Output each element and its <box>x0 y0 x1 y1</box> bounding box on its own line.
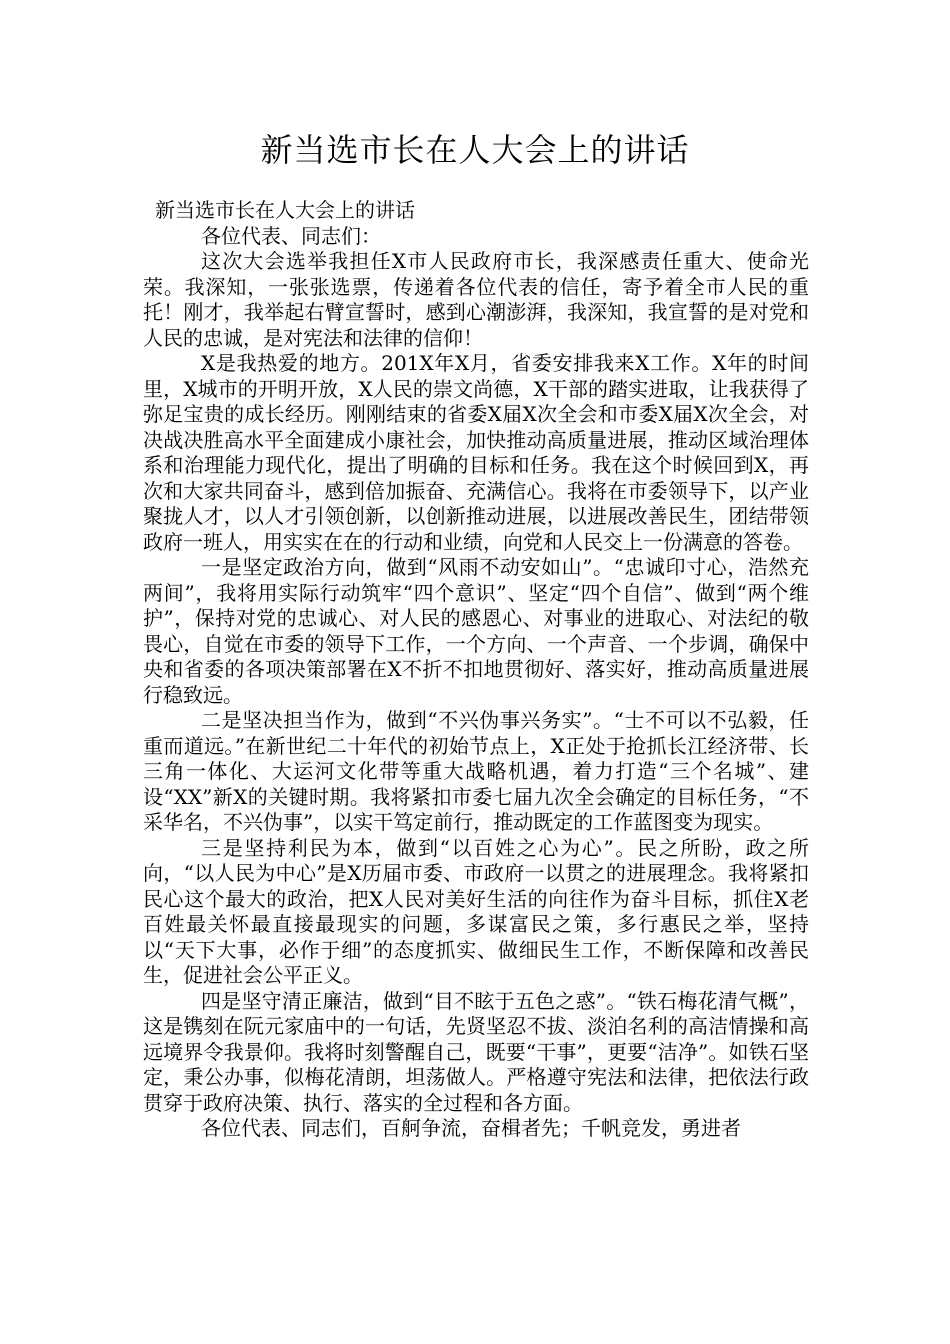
body-paragraph: X是我热爱的地方。201X年X月，省委安排我来X工作。X年的时间里，X城市的开明开放，X人民的崇文尚德，X干部的踏实进取，让我获得了弥足宝贵的成长经历。刚刚结束的省委X届X次全会和市委X届X次全会，对决战决胜高水平全面建成小康社会，加快推动高质量进展，推动区域治理体系和治理能力现代化，提出了明确的目标和任务。我在这个时候回到X，再次和大家共同奋斗，感到倍加振奋、充满信心。我将在市委领导下，以产业聚拢人才，以人才引领创新，以创新推动进展，以进展改善民生，团结带领政府一班人，用实实在在的行动和业绩，向党和人民交上一份满意的答卷。 <box>143 351 809 554</box>
salutation-paragraph: 各位代表、同志们： <box>201 223 381 248</box>
body-paragraph: 二是坚决担当作为，做到“不兴伪事兴务实”。“士不可以不弘毅，任重而道远。”在新世纪二十年代的初始节点上，X正处于抢抓长江经济带、长三角一体化、大运河文化带等重大战略机遇，着力打造“三个名城”、建设“XX”新X的关键时期。我将紧扣市委七届九次全会确定的目标任务，“不采华名，不兴伪事”，以实干笃定前行，推动既定的工作蓝图变为现实。 <box>143 708 809 834</box>
page-title: 新当选市长在人大会上的讲话 <box>260 131 690 169</box>
document-body <box>143 198 809 1142</box>
body-paragraph: 四是坚守清正廉洁，做到“目不眩于五色之惑”。“铁石梅花清气概”，这是镌刻在阮元家庙中的一句话，先贤坚忍不拔、淡泊名利的高洁情操和高远境界令我景仰。我将时刻警醒自己，既要“干事”，更要“洁净”。如铁石坚定，秉公办事，似梅花清朗，坦荡做人。严格遵守宪法和法律，把依法行政贯穿于政府决策、执行、落实的全过程和各方面。 <box>143 988 809 1115</box>
body-paragraph: 各位代表、同志们，百舸争流，奋楫者先；千帆竞发，勇进者 <box>201 1116 741 1140</box>
body-paragraph: 三是坚持利民为本，做到“以百姓之心为心”。民之所盼，政之所向，“以人民为中心”是X历届市委、市政府一以贯之的进展理念。我将紧扣民心这个最大的政治，把X人民对美好生活的向往作为奋斗目标，抓住X老百姓最关怀最直接最现实的问题，多谋富民之策，多行惠民之举，坚持以“天下大事，必作于细”的态度抓实、做细民生工作，不断保障和改善民生，促进社会公平正义。 <box>143 835 809 987</box>
body-paragraph: 一是坚定政治方向，做到“风雨不动安如山”。“忠诚印寸心，浩然充两间”，我将用实际行动筑牢“四个意识”、坚定“四个自信”、做到“两个维护”，保持对党的忠诚心、对人民的感恩心、对事业的进取心、对法纪的敬畏心，自觉在市委的领导下工作，一个方向、一个声音、一个步调，确保中央和省委的各项决策部署在X不折不扣地贯彻好、落实好，推动高质量进展行稳致远。 <box>143 555 809 707</box>
body-paragraph: 这次大会选举我担任X市人民政府市长，我深感责任重大、使命光荣。我深知，一张张选票，传递着各位代表的信任，寄予着全市人民的重托！刚才，我举起右臂宣誓时，感到心潮澎湃，我深知，我宣誓的是对党和人民的忠诚，是对宪法和法律的信仰！ <box>143 249 809 350</box>
document-subtitle: 新当选市长在人大会上的讲话 <box>155 198 415 222</box>
